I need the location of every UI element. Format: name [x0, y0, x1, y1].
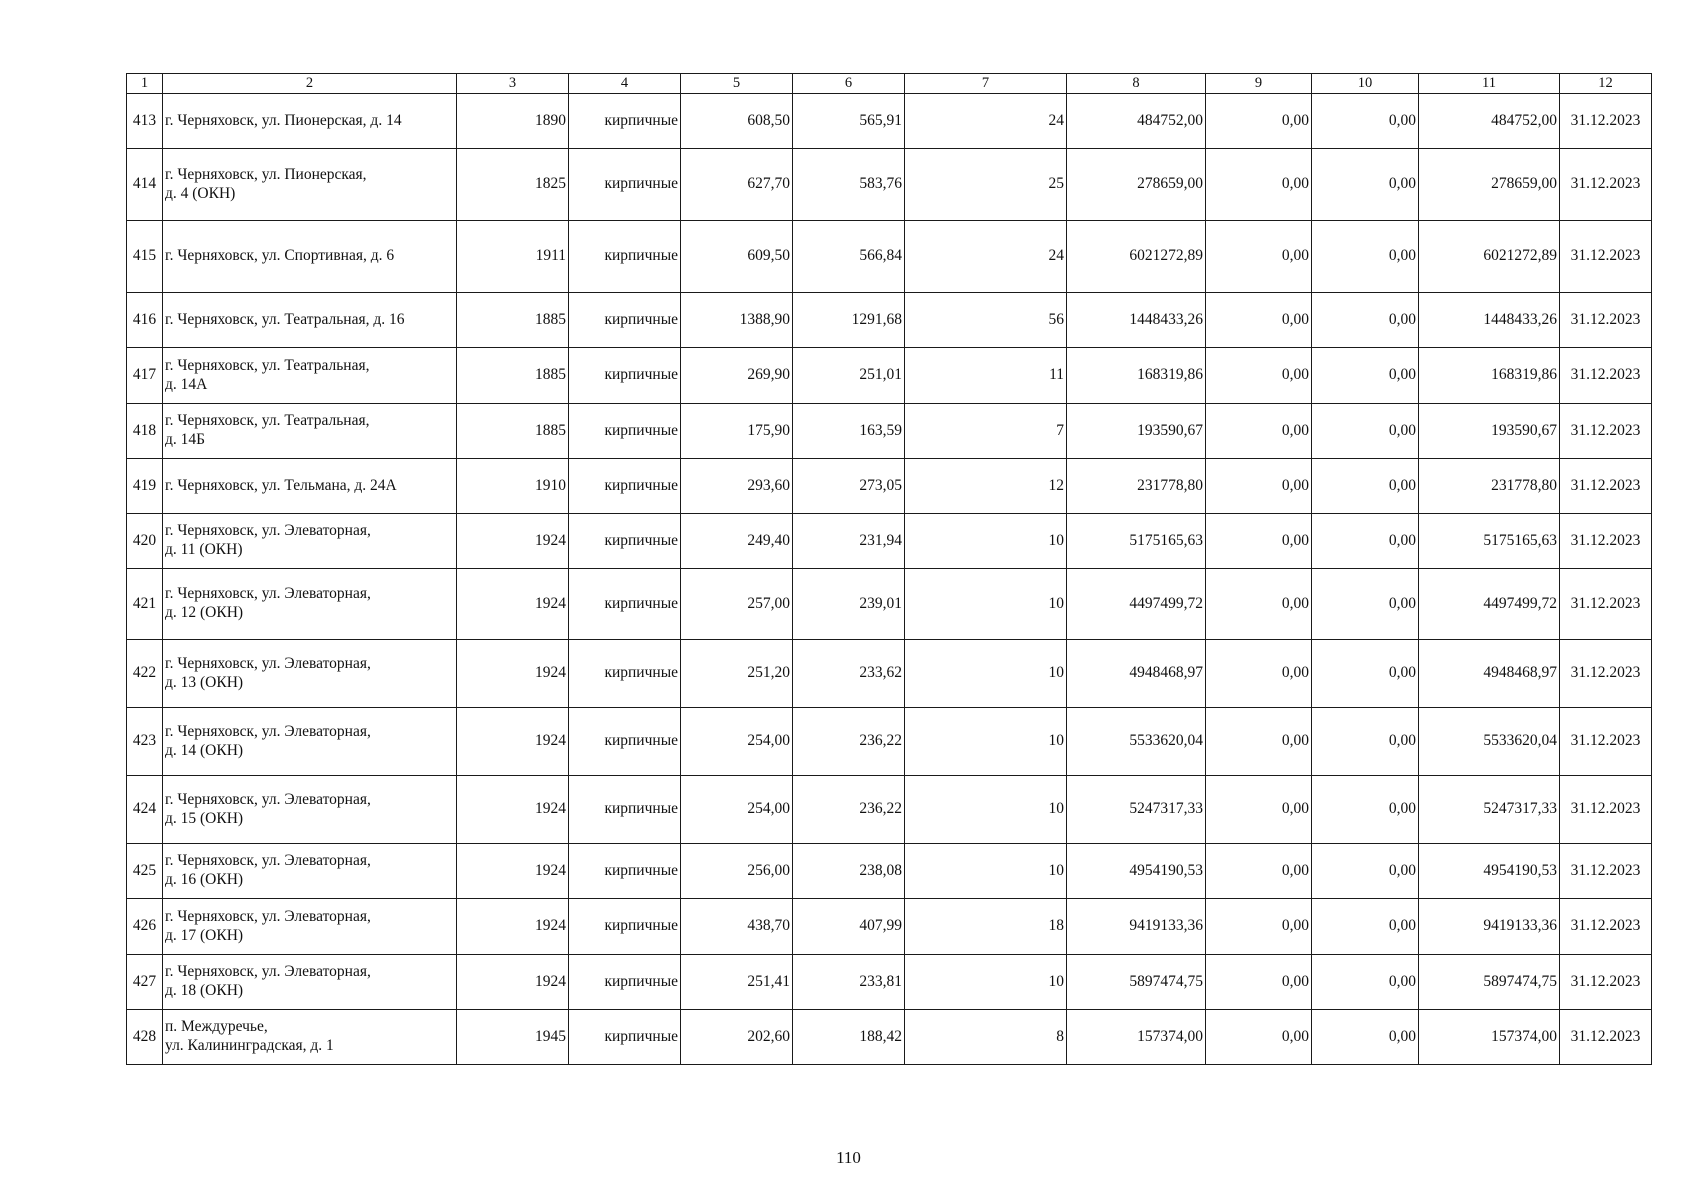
- address-line: г. Черняховск, ул. Элеваторная,: [165, 852, 371, 870]
- address-line: ул. Калининградская, д. 1: [165, 1037, 334, 1054]
- wall-material-cell: кирпичные: [569, 569, 681, 640]
- header-cell: 8: [1067, 74, 1206, 94]
- col-5-cell: 254,00: [681, 708, 793, 776]
- address-line: г. Черняховск, ул. Элеваторная,: [165, 963, 371, 981]
- address-cell: [163, 293, 457, 348]
- col-9-cell: 0,00: [1206, 149, 1312, 221]
- address-line: д. 14А: [165, 375, 208, 393]
- date-cell: 31.12.2023: [1560, 640, 1652, 708]
- col-8-cell: 5897474,75: [1067, 955, 1206, 1010]
- col-5-cell: 609,50: [681, 221, 793, 293]
- header-cell: 11: [1419, 74, 1560, 94]
- address-line: д. 13 (ОКН): [165, 673, 244, 691]
- col-11-cell: 4948468,97: [1419, 640, 1560, 708]
- col-10-cell: 0,00: [1312, 955, 1419, 1010]
- col-7-cell: 10: [905, 955, 1067, 1010]
- table-body: [127, 74, 1652, 1065]
- header-cell: 7: [905, 74, 1067, 94]
- address-line: г. Черняховск, ул. Элеваторная,: [165, 654, 371, 672]
- col-7-cell: 10: [905, 844, 1067, 899]
- col-10-cell: 0,00: [1312, 293, 1419, 348]
- year-built-cell: 1885: [457, 404, 569, 459]
- col-6-cell: 233,81: [793, 955, 905, 1010]
- col-10-cell: 0,00: [1312, 459, 1419, 514]
- address-line: д. 12 (ОКН): [165, 604, 244, 621]
- col-11-cell: 5533620,04: [1419, 708, 1560, 776]
- col-11-cell: 157374,00: [1419, 1010, 1560, 1065]
- address-line: г. Черняховск, ул. Театральная,: [165, 356, 370, 374]
- table-row: [127, 149, 1652, 221]
- table-row: [127, 569, 1652, 640]
- year-built-cell: 1945: [457, 1010, 569, 1065]
- header-cell: 9: [1206, 74, 1312, 94]
- col-11-cell: 5247317,33: [1419, 776, 1560, 844]
- row-number-cell: 418: [127, 404, 163, 459]
- year-built-cell: 1924: [457, 514, 569, 569]
- col-11-cell: 4954190,53: [1419, 844, 1560, 899]
- address-line: д. 17 (ОКН): [165, 926, 244, 944]
- address-line: п. Междуречье,: [165, 1018, 268, 1036]
- col-10-cell: 0,00: [1312, 569, 1419, 640]
- address-line: г. Черняховск, ул. Пионерская,: [165, 165, 367, 183]
- col-5-cell: 269,90: [681, 348, 793, 404]
- wall-material-cell: кирпичные: [569, 1010, 681, 1065]
- header-cell: 10: [1312, 74, 1419, 94]
- address-line: д. 11 (ОКН): [165, 541, 243, 558]
- address-line: г. Черняховск, ул. Тельмана, д. 24А: [165, 476, 397, 494]
- header-cell: 6: [793, 74, 905, 94]
- address-line: г. Черняховск, ул. Элеваторная,: [165, 790, 371, 808]
- header-cell: 4: [569, 74, 681, 94]
- col-8-cell: 5247317,33: [1067, 776, 1206, 844]
- col-8-cell: 278659,00: [1067, 149, 1206, 221]
- col-5-cell: 251,41: [681, 955, 793, 1010]
- wall-material-cell: кирпичные: [569, 149, 681, 221]
- row-number-cell: 423: [127, 708, 163, 776]
- col-11-cell: 193590,67: [1419, 404, 1560, 459]
- col-7-cell: 10: [905, 776, 1067, 844]
- col-9-cell: 0,00: [1206, 569, 1312, 640]
- col-9-cell: 0,00: [1206, 955, 1312, 1010]
- address-line: д. 15 (ОКН): [165, 809, 244, 827]
- date-cell: 31.12.2023: [1560, 569, 1652, 640]
- table-row: [127, 221, 1652, 293]
- col-11-cell: 278659,00: [1419, 149, 1560, 221]
- col-6-cell: 1291,68: [793, 293, 905, 348]
- col-6-cell: 233,62: [793, 640, 905, 708]
- col-7-cell: 24: [905, 221, 1067, 293]
- col-10-cell: 0,00: [1312, 404, 1419, 459]
- year-built-cell: 1924: [457, 955, 569, 1010]
- col-9-cell: 0,00: [1206, 1010, 1312, 1065]
- col-8-cell: 193590,67: [1067, 404, 1206, 459]
- col-10-cell: 0,00: [1312, 149, 1419, 221]
- row-number-cell: 422: [127, 640, 163, 708]
- address-cell: [163, 1010, 457, 1065]
- col-6-cell: 583,76: [793, 149, 905, 221]
- col-8-cell: 6021272,89: [1067, 221, 1206, 293]
- col-7-cell: 7: [905, 404, 1067, 459]
- date-cell: 31.12.2023: [1560, 514, 1652, 569]
- table-row: [127, 844, 1652, 899]
- col-8-cell: 168319,86: [1067, 348, 1206, 404]
- address-line: г. Черняховск, ул. Театральная, д. 16: [165, 310, 405, 328]
- col-8-cell: 1448433,26: [1067, 293, 1206, 348]
- col-8-cell: 4497499,72: [1067, 569, 1206, 640]
- header-row: [127, 74, 1652, 94]
- col-9-cell: 0,00: [1206, 94, 1312, 149]
- header-cell: 2: [163, 74, 457, 94]
- col-6-cell: 236,22: [793, 776, 905, 844]
- col-11-cell: 5175165,63: [1419, 514, 1560, 569]
- row-number-cell: 419: [127, 459, 163, 514]
- col-6-cell: 407,99: [793, 899, 905, 955]
- wall-material-cell: кирпичные: [569, 844, 681, 899]
- date-cell: 31.12.2023: [1560, 348, 1652, 404]
- address-line: д. 4 (ОКН): [165, 184, 236, 202]
- page-number: 110: [836, 1148, 861, 1167]
- address-cell: [163, 94, 457, 149]
- row-number-cell: 414: [127, 149, 163, 221]
- col-10-cell: 0,00: [1312, 640, 1419, 708]
- col-6-cell: 231,94: [793, 514, 905, 569]
- col-10-cell: 0,00: [1312, 221, 1419, 293]
- col-10-cell: 0,00: [1312, 776, 1419, 844]
- col-8-cell: 484752,00: [1067, 94, 1206, 149]
- col-8-cell: 231778,80: [1067, 459, 1206, 514]
- table-row: [127, 293, 1652, 348]
- col-8-cell: 4954190,53: [1067, 844, 1206, 899]
- col-7-cell: 11: [905, 348, 1067, 404]
- col-9-cell: 0,00: [1206, 404, 1312, 459]
- date-cell: 31.12.2023: [1560, 899, 1652, 955]
- col-7-cell: 10: [905, 569, 1067, 640]
- address-cell: [163, 459, 457, 514]
- date-cell: 31.12.2023: [1560, 955, 1652, 1010]
- address-cell: [163, 640, 457, 708]
- housing-table: [126, 73, 1652, 1065]
- wall-material-cell: кирпичные: [569, 640, 681, 708]
- year-built-cell: 1890: [457, 94, 569, 149]
- col-9-cell: 0,00: [1206, 640, 1312, 708]
- col-5-cell: 438,70: [681, 899, 793, 955]
- col-6-cell: 251,01: [793, 348, 905, 404]
- row-number-cell: 426: [127, 899, 163, 955]
- col-11-cell: 6021272,89: [1419, 221, 1560, 293]
- table-row: [127, 708, 1652, 776]
- col-6-cell: 163,59: [793, 404, 905, 459]
- wall-material-cell: кирпичные: [569, 955, 681, 1010]
- col-5-cell: 608,50: [681, 94, 793, 149]
- table-row: [127, 899, 1652, 955]
- col-7-cell: 24: [905, 94, 1067, 149]
- header-cell: 3: [457, 74, 569, 94]
- col-9-cell: 0,00: [1206, 514, 1312, 569]
- address-line: д. 18 (ОКН): [165, 982, 244, 999]
- wall-material-cell: кирпичные: [569, 776, 681, 844]
- row-number-cell: 415: [127, 221, 163, 293]
- col-7-cell: 18: [905, 899, 1067, 955]
- address-line: г. Черняховск, ул. Спортивная, д. 6: [165, 247, 395, 265]
- col-8-cell: 9419133,36: [1067, 899, 1206, 955]
- address-cell: [163, 348, 457, 404]
- col-6-cell: 566,84: [793, 221, 905, 293]
- table-row: [127, 1010, 1652, 1065]
- col-11-cell: 1448433,26: [1419, 293, 1560, 348]
- col-6-cell: 238,08: [793, 844, 905, 899]
- address-line: г. Черняховск, ул. Театральная,: [165, 412, 370, 430]
- col-9-cell: 0,00: [1206, 293, 1312, 348]
- col-7-cell: 8: [905, 1010, 1067, 1065]
- col-11-cell: 168319,86: [1419, 348, 1560, 404]
- col-10-cell: 0,00: [1312, 899, 1419, 955]
- col-10-cell: 0,00: [1312, 1010, 1419, 1065]
- table-row: [127, 776, 1652, 844]
- table-row: [127, 348, 1652, 404]
- date-cell: 31.12.2023: [1560, 459, 1652, 514]
- col-5-cell: 175,90: [681, 404, 793, 459]
- col-11-cell: 9419133,36: [1419, 899, 1560, 955]
- row-number-cell: 416: [127, 293, 163, 348]
- header-cell: 5: [681, 74, 793, 94]
- col-7-cell: 10: [905, 708, 1067, 776]
- col-5-cell: 256,00: [681, 844, 793, 899]
- col-11-cell: 5897474,75: [1419, 955, 1560, 1010]
- year-built-cell: 1885: [457, 293, 569, 348]
- col-9-cell: 0,00: [1206, 899, 1312, 955]
- address-cell: [163, 221, 457, 293]
- address-line: г. Черняховск, ул. Элеваторная,: [165, 907, 371, 925]
- col-7-cell: 10: [905, 514, 1067, 569]
- table-row: [127, 514, 1652, 569]
- col-11-cell: 4497499,72: [1419, 569, 1560, 640]
- col-10-cell: 0,00: [1312, 348, 1419, 404]
- col-6-cell: 273,05: [793, 459, 905, 514]
- year-built-cell: 1924: [457, 569, 569, 640]
- wall-material-cell: кирпичные: [569, 293, 681, 348]
- year-built-cell: 1924: [457, 640, 569, 708]
- address-cell: [163, 514, 457, 569]
- wall-material-cell: кирпичные: [569, 459, 681, 514]
- table-row: [127, 640, 1652, 708]
- address-cell: [163, 776, 457, 844]
- col-6-cell: 188,42: [793, 1010, 905, 1065]
- header-cell: 1: [127, 74, 163, 94]
- col-6-cell: 565,91: [793, 94, 905, 149]
- col-11-cell: 231778,80: [1419, 459, 1560, 514]
- wall-material-cell: кирпичные: [569, 221, 681, 293]
- address-line: г. Черняховск, ул. Пионерская, д. 14: [165, 111, 402, 129]
- date-cell: 31.12.2023: [1560, 776, 1652, 844]
- col-5-cell: 293,60: [681, 459, 793, 514]
- col-9-cell: 0,00: [1206, 459, 1312, 514]
- col-6-cell: 236,22: [793, 708, 905, 776]
- date-cell: 31.12.2023: [1560, 1010, 1652, 1065]
- address-cell: [163, 149, 457, 221]
- row-number-cell: 420: [127, 514, 163, 569]
- col-10-cell: 0,00: [1312, 708, 1419, 776]
- col-5-cell: 251,20: [681, 640, 793, 708]
- table-row: [127, 404, 1652, 459]
- date-cell: 31.12.2023: [1560, 94, 1652, 149]
- year-built-cell: 1924: [457, 899, 569, 955]
- col-10-cell: 0,00: [1312, 94, 1419, 149]
- date-cell: 31.12.2023: [1560, 708, 1652, 776]
- address-cell: [163, 844, 457, 899]
- date-cell: 31.12.2023: [1560, 221, 1652, 293]
- address-line: д. 14Б: [165, 431, 206, 448]
- address-line: д. 14 (ОКН): [165, 741, 244, 759]
- col-6-cell: 239,01: [793, 569, 905, 640]
- date-cell: 31.12.2023: [1560, 844, 1652, 899]
- col-5-cell: 257,00: [681, 569, 793, 640]
- row-number-cell: 417: [127, 348, 163, 404]
- address-line: г. Черняховск, ул. Элеваторная,: [165, 585, 371, 603]
- address-line: г. Черняховск, ул. Элеваторная,: [165, 722, 371, 740]
- col-7-cell: 12: [905, 459, 1067, 514]
- address-cell: [163, 569, 457, 640]
- address-line: г. Черняховск, ул. Элеваторная,: [165, 522, 371, 540]
- col-5-cell: 1388,90: [681, 293, 793, 348]
- wall-material-cell: кирпичные: [569, 348, 681, 404]
- wall-material-cell: кирпичные: [569, 899, 681, 955]
- address-cell: [163, 708, 457, 776]
- col-8-cell: 4948468,97: [1067, 640, 1206, 708]
- year-built-cell: 1924: [457, 708, 569, 776]
- row-number-cell: 424: [127, 776, 163, 844]
- col-9-cell: 0,00: [1206, 348, 1312, 404]
- col-5-cell: 202,60: [681, 1010, 793, 1065]
- table-row: [127, 459, 1652, 514]
- col-9-cell: 0,00: [1206, 844, 1312, 899]
- row-number-cell: 428: [127, 1010, 163, 1065]
- year-built-cell: 1924: [457, 776, 569, 844]
- wall-material-cell: кирпичные: [569, 708, 681, 776]
- address-cell: [163, 899, 457, 955]
- wall-material-cell: кирпичные: [569, 404, 681, 459]
- col-8-cell: 5533620,04: [1067, 708, 1206, 776]
- address-line: д. 16 (ОКН): [165, 871, 244, 888]
- col-7-cell: 56: [905, 293, 1067, 348]
- col-7-cell: 25: [905, 149, 1067, 221]
- col-8-cell: 5175165,63: [1067, 514, 1206, 569]
- col-5-cell: 254,00: [681, 776, 793, 844]
- date-cell: 31.12.2023: [1560, 149, 1652, 221]
- header-cell: 12: [1560, 74, 1652, 94]
- date-cell: 31.12.2023: [1560, 404, 1652, 459]
- table-row: [127, 94, 1652, 149]
- year-built-cell: 1910: [457, 459, 569, 514]
- col-10-cell: 0,00: [1312, 514, 1419, 569]
- col-9-cell: 0,00: [1206, 221, 1312, 293]
- row-number-cell: 421: [127, 569, 163, 640]
- year-built-cell: 1924: [457, 844, 569, 899]
- wall-material-cell: кирпичные: [569, 94, 681, 149]
- col-5-cell: 249,40: [681, 514, 793, 569]
- col-7-cell: 10: [905, 640, 1067, 708]
- address-cell: [163, 404, 457, 459]
- year-built-cell: 1885: [457, 348, 569, 404]
- row-number-cell: 425: [127, 844, 163, 899]
- year-built-cell: 1825: [457, 149, 569, 221]
- col-8-cell: 157374,00: [1067, 1010, 1206, 1065]
- wall-material-cell: кирпичные: [569, 514, 681, 569]
- col-11-cell: 484752,00: [1419, 94, 1560, 149]
- col-9-cell: 0,00: [1206, 708, 1312, 776]
- col-10-cell: 0,00: [1312, 844, 1419, 899]
- row-number-cell: 427: [127, 955, 163, 1010]
- table-row: [127, 955, 1652, 1010]
- address-cell: [163, 955, 457, 1010]
- row-number-cell: 413: [127, 94, 163, 149]
- col-5-cell: 627,70: [681, 149, 793, 221]
- col-9-cell: 0,00: [1206, 776, 1312, 844]
- date-cell: 31.12.2023: [1560, 293, 1652, 348]
- year-built-cell: 1911: [457, 221, 569, 293]
